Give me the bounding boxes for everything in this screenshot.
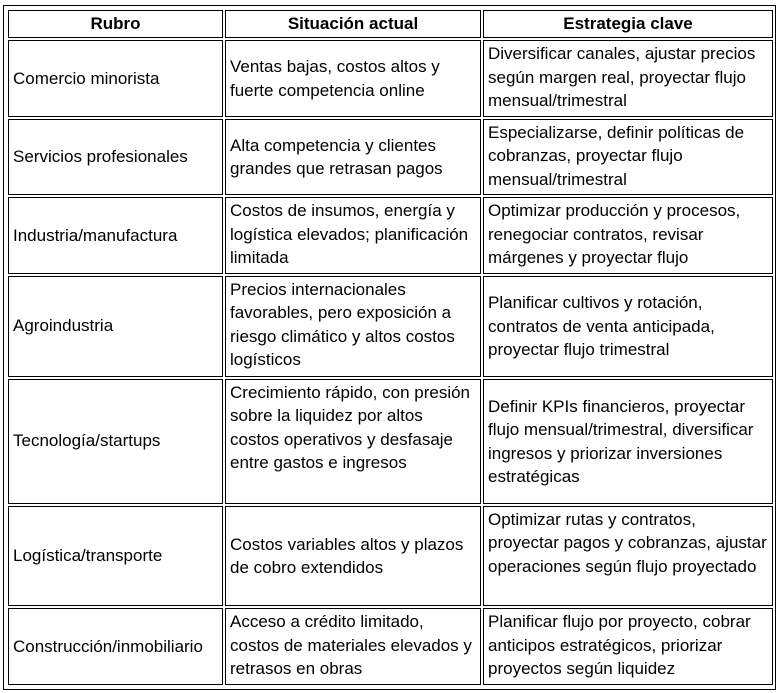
cell-estrategia: Diversificar canales, ajustar precios según margen real, proyectar flujo mensual/trimestral bbox=[483, 40, 773, 117]
header-estrategia-clave: Estrategia clave bbox=[483, 10, 773, 38]
cell-situacion: Costos de insumos, energía y logística elevados; planificación limitada bbox=[225, 197, 481, 274]
cell-rubro: Construcción/inmobiliario bbox=[8, 608, 223, 685]
cell-estrategia: Optimizar producción y procesos, renegociar contratos, revisar márgenes y proyectar flujo bbox=[483, 197, 773, 274]
cell-estrategia: Optimizar rutas y contratos, proyectar pagos y cobranzas, ajustar operaciones según flujo proyectado bbox=[483, 506, 773, 607]
cell-situacion: Crecimiento rápido, con presión sobre la liquidez por altos costos operativos y desfasaje entre gastos e ingresos bbox=[225, 379, 481, 504]
cell-estrategia: Planificar cultivos y rotación, contratos de venta anticipada, proyectar flujo trimestral bbox=[483, 276, 773, 377]
cell-rubro: Servicios profesionales bbox=[8, 119, 223, 196]
header-rubro: Rubro bbox=[8, 10, 223, 38]
table-row bbox=[8, 608, 773, 685]
cell-situacion: Precios internacionales favorables, pero exposición a riesgo climático y altos costos logísticos bbox=[225, 276, 481, 377]
cell-situacion: Alta competencia y clientes grandes que retrasan pagos bbox=[225, 119, 481, 196]
strategy-table-frame bbox=[3, 5, 776, 690]
cell-rubro: Logística/transporte bbox=[8, 506, 223, 607]
cell-estrategia: Planificar flujo por proyecto, cobrar anticipos estratégicos, priorizar proyectos según liquidez bbox=[483, 608, 773, 685]
cell-rubro: Agroindustria bbox=[8, 276, 223, 377]
cell-rubro: Industria/manufactura bbox=[8, 197, 223, 274]
table-row bbox=[8, 119, 773, 196]
strategy-table bbox=[6, 8, 775, 687]
cell-situacion: Costos variables altos y plazos de cobro extendidos bbox=[225, 506, 481, 607]
header-situacion-actual: Situación actual bbox=[225, 10, 481, 38]
cell-situacion: Ventas bajas, costos altos y fuerte competencia online bbox=[225, 40, 481, 117]
table-header-row bbox=[8, 10, 773, 38]
table-row bbox=[8, 276, 773, 377]
cell-estrategia: Definir KPIs financieros, proyectar flujo mensual/trimestral, diversificar ingresos y priorizar inversiones estratégicas bbox=[483, 379, 773, 504]
table-row bbox=[8, 379, 773, 504]
cell-estrategia: Especializarse, definir políticas de cobranzas, proyectar flujo mensual/trimestral bbox=[483, 119, 773, 196]
table-row bbox=[8, 506, 773, 607]
table-row bbox=[8, 197, 773, 274]
cell-situacion: Acceso a crédito limitado, costos de materiales elevados y retrasos en obras bbox=[225, 608, 481, 685]
cell-rubro: Comercio minorista bbox=[8, 40, 223, 117]
cell-rubro: Tecnología/startups bbox=[8, 379, 223, 504]
table-row bbox=[8, 40, 773, 117]
